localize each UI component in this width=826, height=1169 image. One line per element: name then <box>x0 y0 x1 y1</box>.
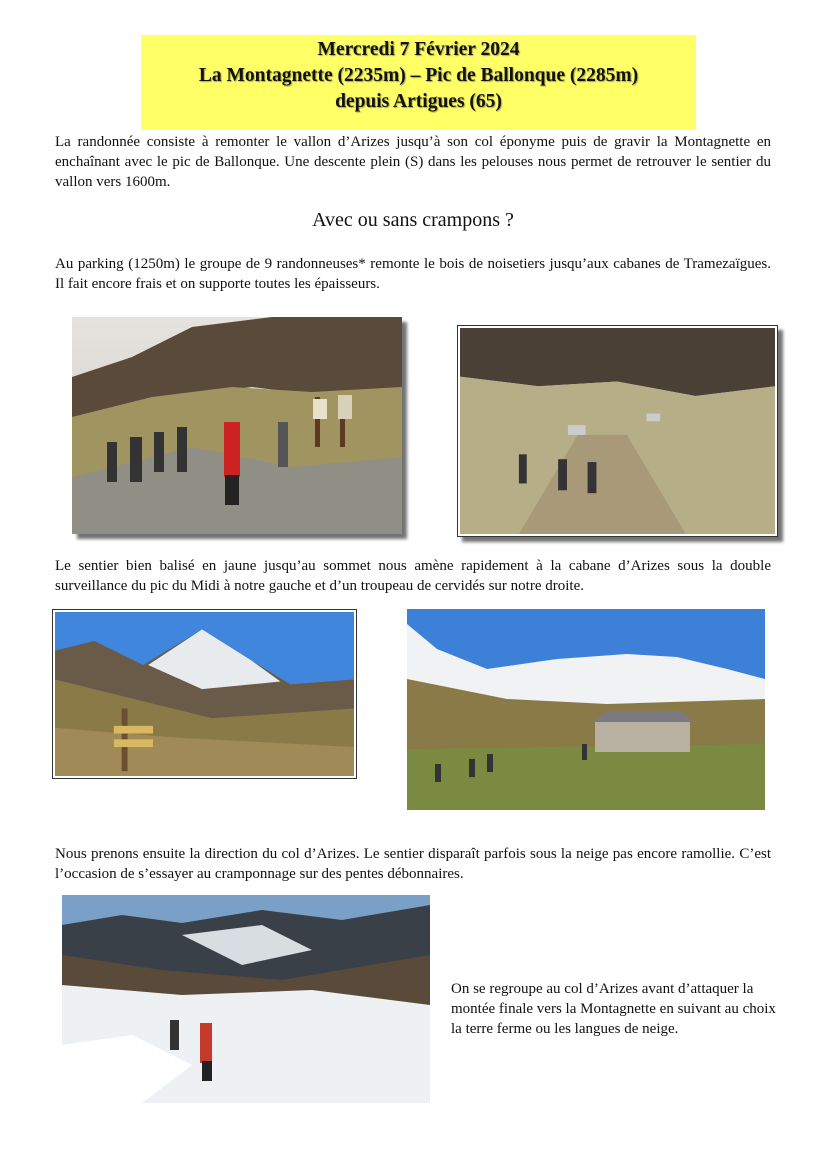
photo-pic-du-midi <box>52 609 357 779</box>
regroupe-paragraph: On se regroupe au col d’Arizes avant d’attaquer la montée finale vers la Montagnette en suivant au choix la terre ferme ou les langues de neige. <box>451 981 776 1037</box>
photo-snow-ascent <box>62 895 430 1103</box>
title-banner <box>141 35 696 130</box>
photo-tramezaigues-cabins <box>457 325 778 537</box>
intro-paragraph: La randonnée consiste à remonter le vallon d’Arizes jusqu’à son col éponyme puis de gravir la Montagnette en enchaînant avec le pic de Ballonque. Une descente plein (S) dans les pelouses nous permet de retrouver le sentier du vallon vers 1600m. <box>55 134 771 190</box>
title-start: depuis Artigues (65) <box>335 91 502 112</box>
title-date: Mercredi 7 Février 2024 <box>317 39 520 60</box>
photo-group-trailhead <box>72 317 402 534</box>
parking-paragraph: Au parking (1250m) le groupe de 9 randonneuses* remonte le bois de noisetiers jusqu’aux cabanes de Tramezaïgues. Il fait encore frais et on supporte toutes les épaisseurs. <box>55 256 771 292</box>
section-heading: Avec ou sans crampons ? <box>312 209 514 231</box>
photo-cabane-arizes <box>407 609 765 810</box>
col-paragraph: Nous prenons ensuite la direction du col d’Arizes. Le sentier disparaît parfois sous la neige pas encore ramollie. C’est l’occasion de s’essayer au cramponnage sur des pentes débonnaires. <box>55 846 771 882</box>
sentier-paragraph: Le sentier bien balisé en jaune jusqu’au sommet nous amène rapidement à la cabane d’Arizes sous la double surveillance du pic du Midi à notre gauche et d’un troupeau de cervidés sur notre droite. <box>55 558 771 594</box>
title-route: La Montagnette (2235m) – Pic de Ballonque (2285m) <box>198 65 639 86</box>
